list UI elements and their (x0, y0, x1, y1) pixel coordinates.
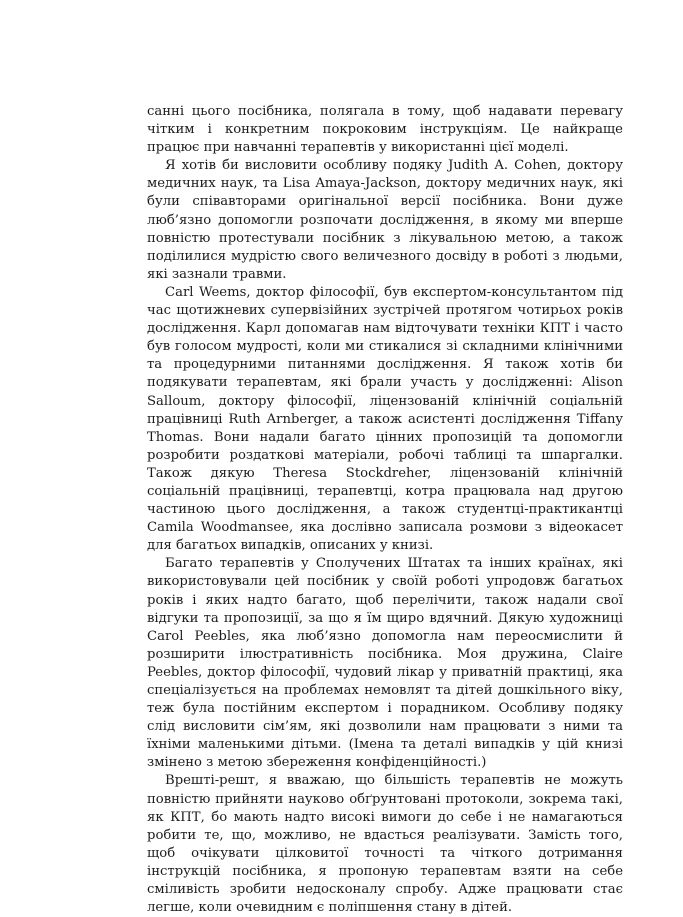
body-text (147, 103, 623, 917)
paragraph-conclusion: Врешті-решт, я вважаю, що більшість терапевтів не можуть повністю прийняти науково обґрунтовані протоколи, зокрема такі, як КПТ, бо мають надто високі вимоги до себе і не намагаються робити те, що, можливо, не вдасться реалізувати. Замість того, щоб очікувати цілковитої точності та чіткого дотримання інструкцій посібника, я пропоную терапевтам взяти на себе сміливість зробити недосконалу спробу. Адже працювати стає легше, коли очевидним є поліпшення стану в дітей. (147, 773, 623, 916)
paragraph-acknowledgement-therapists: Багато терапевтів у Сполучених Штатах та інших країнах, які використовували цей посібник у своїй роботі упродовж багатьох років і яких надто багато, щоб перелічити, також надали свої відгуки та пропозиції, за що я їм щиро вдячний. Дякую художниці Carol Peebles, яка люб’язно допомогла нам переосмислити й розширити ілюстративність посібника. Моя дружина, Claire Peebles, доктор філософії, чудовий лікар у приватній практиці, яка спеціалізується на проблемах немовлят та дітей дошкільного віку, теж була постійним експертом і порадником. Особливу подяку слід висловити сім’ям, які дозволили нам працювати з ними та їхніми маленькими дітьми. (Імена та деталі випадків у цій книзі змінено з метою збереження конфіденційності.) (147, 556, 623, 771)
paragraph-acknowledgement-cohen: Я хотів би висловити особливу подяку Judith A. Cohen, доктору медичних наук, та Lisa Amaya-Jackson, доктору медичних наук, які були співавторами оригінальної версії посібника. Вони дуже люб’язно допомогли розпочати дослідження, в якому ми вперше повністю протестували посібник з лікувальною метою, а також поділилися мудрістю свого величезного досвіду в роботі з людьми, які зазнали травми. (147, 158, 623, 282)
paragraph-continuation: санні цього посібника, полягала в тому, щоб надавати перевагу чітким і конкретним покроковим інструкціям. Це найкраще працює при навчанні терапевтів у використанні цієї моделі. (147, 104, 623, 156)
paragraph-acknowledgement-weems: Carl Weems, доктор філософії, був експертом-консультантом під час щотижневих супервізійних зустрічей протягом чотирьох років дослідження. Карл допомагав нам відточувати техніки КПТ і часто був голосом мудрості, коли ми стикалися зі складними клінічними та процедурними питаннями дослідження. Я також хотів би подякувати терапевтам, які брали участь у дослідженні: Alison Salloum, доктору філософії, ліцензованій клінічній соціальній працівниці Ruth Arnberger, а також асистенті дослідження Tiffany Thomas. Вони надали багато цінних пропозицій та допомогли розробити роздаткові матеріали, робочі таблиці та шпаргалки. Також дякую Theresa Stockdreher, ліцензованій клінічній соціальній працівниці, терапевтці, котра працювала над другою частиною цього дослідження, а також студентці-практикантці Camila Woodmansee, яка дослівно записала розмови з відеокасет для багатьох випадків, описаних у книзі. (147, 284, 623, 554)
